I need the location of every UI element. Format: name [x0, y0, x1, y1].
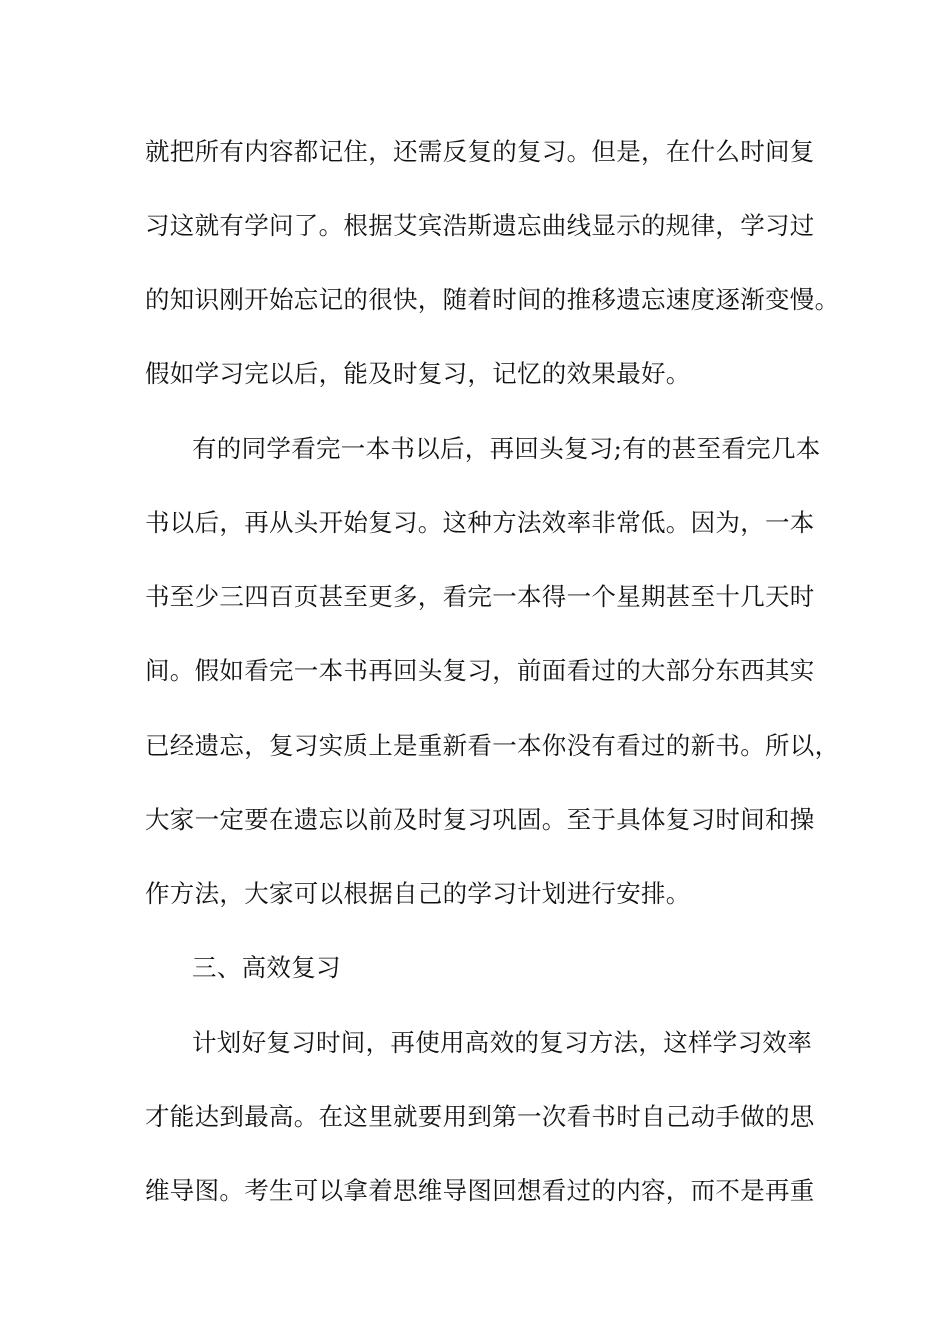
- paragraph-line: 书至少三四百页甚至更多，看完一本得一个星期甚至十几天时: [145, 582, 815, 611]
- paragraph-line: 假如学习完以后，能及时复习，记忆的效果最好。: [145, 359, 691, 388]
- paragraph-line: 习这就有学问了。根据艾宾浩斯遗忘曲线显示的规律，学习过: [145, 211, 815, 240]
- paragraph-line: 计划好复习时间，再使用高效的复习方法，这样学习效率: [192, 1028, 812, 1057]
- paragraph-line: 有的同学看完一本书以后，再回头复习;有的甚至看完几本: [192, 434, 821, 463]
- section-heading: 三、高效复习: [192, 953, 341, 982]
- paragraph-line: 维导图。考生可以拿着思维导图回想看过的内容，而不是再重: [145, 1176, 815, 1205]
- paragraph-line: 书以后，再从头开始复习。这种方法效率非常低。因为，一本: [145, 508, 815, 537]
- paragraph-line: 作方法，大家可以根据自己的学习计划进行安排。: [145, 879, 691, 908]
- paragraph-line: 才能达到最高。在这里就要用到第一次看书时自己动手做的思: [145, 1102, 815, 1131]
- paragraph-line: 大家一定要在遗忘以前及时复习巩固。至于具体复习时间和操: [145, 805, 815, 834]
- paragraph-line: 的知识刚开始忘记的很快，随着时间的推移遗忘速度逐渐变慢。: [145, 285, 840, 314]
- paragraph-line: 已经遗忘，复习实质上是重新看一本你没有看过的新书。所以，: [145, 731, 840, 760]
- paragraph-line: 就把所有内容都记住，还需反复的复习。但是，在什么时间复: [145, 137, 815, 166]
- paragraph-line: 间。假如看完一本书再回头复习，前面看过的大部分东西其实: [145, 656, 815, 685]
